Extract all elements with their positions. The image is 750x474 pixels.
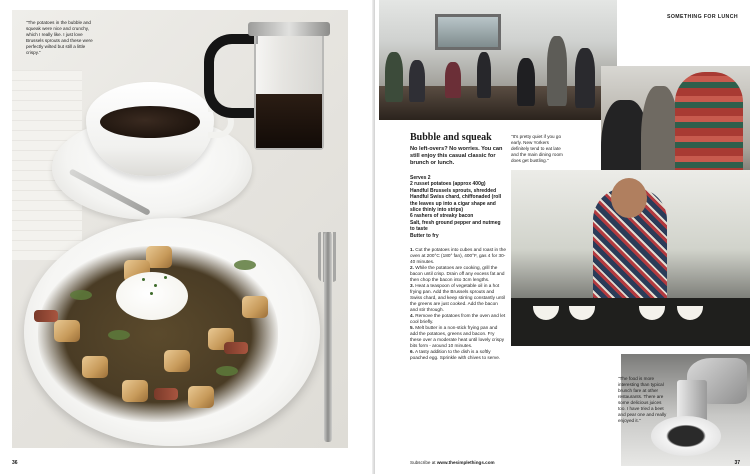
subscribe-prefix: Subscribe at	[410, 460, 436, 465]
chef-head	[611, 178, 647, 218]
recipe-column	[410, 132, 506, 361]
diner	[385, 52, 403, 102]
cafe-window	[435, 14, 501, 50]
ingredient-item: Butter to fry	[410, 232, 439, 239]
cafe-interior-photo	[379, 0, 617, 120]
step-number: 2.	[410, 265, 414, 271]
brussels-sprouts	[234, 260, 256, 270]
potato-chunk	[164, 350, 190, 372]
step-text: Heat a teaspoon of vegetable oil in a hot frying pan. Add the Brussels sprouts and Swiss chard, and keep stirring constantly until the greens are just cooked. Add the bacon and stir through.	[410, 283, 505, 313]
method-step	[410, 313, 506, 325]
potato-chunk	[122, 380, 148, 402]
poached-egg	[116, 272, 188, 320]
step-number: 1.	[410, 247, 414, 253]
ingredient-item: Handful Brussels sprouts, shredded	[410, 187, 497, 194]
chive-sprinkle	[142, 278, 145, 281]
potato-chunk	[188, 386, 214, 408]
step-text: While the potatoes are cooking, grill the bacon until crisp. Drain off any excess fat and then chop the bacon into 3cm lengths.	[410, 265, 505, 283]
step-text: Cut the potatoes into cubes and roast in the oven at 200°C (180° fan), 400°F, gas 4 for 30-40 minutes.	[410, 247, 506, 265]
step-text: Melt butter in a non-stick frying pan and add the potatoes, greens and bacon. Fry these over a moderate heat until lovely crispy bits form - around 10 minutes.	[410, 325, 505, 349]
step-number: 4.	[410, 313, 414, 319]
method-step	[410, 283, 506, 313]
counter-chef-photo	[511, 170, 750, 346]
brunch-photo	[12, 10, 348, 448]
diner	[409, 60, 425, 102]
french-press-handle	[204, 34, 258, 118]
french-press-coffee	[256, 94, 322, 148]
bacon-piece	[154, 388, 178, 400]
method-steps	[410, 247, 506, 361]
diner	[517, 58, 535, 106]
method-step	[410, 325, 506, 349]
chive-sprinkle	[164, 276, 167, 279]
fork	[324, 232, 332, 442]
diner	[547, 36, 567, 106]
method-step	[410, 349, 506, 361]
page-number-right: 37	[734, 460, 740, 466]
step-number: 6.	[410, 349, 414, 355]
step-text: A tasty addition to the dish is a softly poached egg. Sprinkle with chives to serve.	[410, 349, 501, 361]
section-header: SOMETHING FOR LUNCH	[667, 14, 738, 20]
recipe-intro: No left-overs? No worries. You can still enjoy this casual classic for brunch or lunch.	[410, 146, 503, 166]
subscribe-url[interactable]: www.thesimplethings.com	[436, 460, 495, 465]
ingredient-item: Handful Swiss chard, chiffonaded (roll the leaves up into a cigar shape and slice thinly into strips)	[410, 194, 502, 214]
method-step	[410, 247, 506, 265]
page-number-left: 36	[12, 460, 18, 466]
pull-quote-top: "It's pretty quiet if you go early. New Yorkers definitely tend to eat late and the main dining room does get bustling."	[511, 134, 563, 163]
french-press-lid	[248, 22, 330, 36]
subscribe-footer	[410, 460, 495, 465]
recipe-title: Bubble and squeak	[410, 132, 492, 143]
diner	[575, 48, 595, 108]
bacon-piece	[224, 342, 248, 354]
step-text: Remove the potatoes from the oven and let cool briefly.	[410, 313, 506, 325]
step-number: 5.	[410, 325, 414, 331]
brussels-sprouts	[70, 290, 92, 300]
photo-caption: "The potatoes in the bubble and squeak were nice and crunchy, which I really like. I just love Brussels sprouts and these were perfectly wilted but still a little crispy."	[26, 20, 93, 55]
potato-chunk	[54, 320, 80, 342]
ingredient-item: Salt, fresh ground pepper and nutmeg to taste	[410, 219, 501, 233]
method-step	[410, 265, 506, 283]
potato-chunk	[82, 356, 108, 378]
pull-quote-bottom: "The food is more interesting than typical brunch fare at other restaurants. There are some delicious juices too. I have tried a beet and pear one and really enjoyed it."	[618, 376, 667, 423]
diner	[477, 52, 491, 98]
brussels-sprouts	[216, 366, 238, 376]
chive-sprinkle	[150, 292, 153, 295]
ingredient-item: 2 russet potatoes (approx 400g)	[410, 181, 486, 188]
bacon-piece	[34, 310, 58, 322]
step-number: 3.	[410, 283, 414, 289]
ingredient-item: 6 rashers of streaky bacon	[410, 213, 474, 220]
brussels-sprouts	[108, 330, 130, 340]
coffee-liquid	[100, 106, 200, 138]
ingredient-list	[410, 181, 506, 239]
chive-sprinkle	[154, 284, 157, 287]
potato-chunk	[242, 296, 268, 318]
recipe-serves: Serves 2	[410, 175, 431, 181]
diner	[445, 62, 461, 98]
